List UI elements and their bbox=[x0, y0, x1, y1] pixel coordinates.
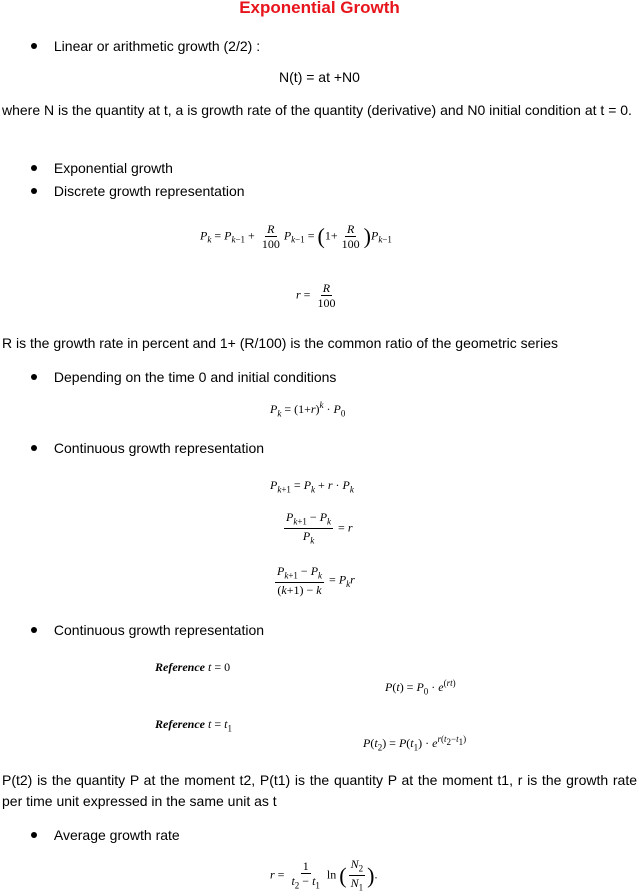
bullet-linear: Linear or arithmetic growth (2/2) : bbox=[28, 37, 260, 55]
relative-change-formula: $\frac{P_{k+1} - P_k}{P_k}$ = r bbox=[286, 510, 353, 546]
bullet-dot-icon bbox=[28, 829, 44, 841]
bullet-exponential: Exponential growth bbox=[28, 159, 173, 177]
continuous-formula-t1: $P(t_2) = P(t_1) \cdot e^{r(t_2-t_1)}$ bbox=[363, 734, 467, 753]
paragraph-linear-explain: where N is the quantity at t, a is growth rate of the quantity (derivative) and N0 initial condition at t = 0. bbox=[2, 102, 632, 118]
reference-t1-label: Reference $t = t_1$ bbox=[155, 717, 232, 734]
bullet-dot-icon bbox=[28, 371, 44, 383]
paragraph-ratio-explain: R is the growth rate in percent and 1+ (R/100) is the common ratio of the geometric series bbox=[2, 335, 558, 351]
reference-t0-label: Reference t = 0 bbox=[155, 660, 231, 674]
bullet-dot-icon bbox=[28, 442, 44, 454]
paragraph-continuous-explain: P(t2) is the quantity P at the moment t2, P(t1) is the quantity P at the moment t1, r is the growth rate per time unit expressed in the same unit as t bbox=[2, 772, 637, 809]
bullet-discrete: Discrete growth representation bbox=[28, 182, 245, 200]
bullet-continuous-2: Continuous growth representation bbox=[28, 621, 264, 639]
page-title: Exponential Growth bbox=[239, 0, 400, 17]
bullet-depending: Depending on the time 0 and initial conditions bbox=[28, 368, 336, 386]
geometric-formula: $P_k = (1+r)^k \cdot P_0$ bbox=[270, 400, 346, 419]
bullet-dot-icon bbox=[28, 162, 44, 174]
bullet-dot-icon bbox=[28, 624, 44, 636]
recurrence-formula: $P_{k+1} = P_k + r \cdot P_k$ bbox=[270, 478, 354, 495]
difference-quotient-formula: $\frac{P_{k+1} - P_k}{(k+1) - k}$ = $P_kr$ bbox=[277, 564, 355, 598]
rate-formula: r = $\frac{R}{100}$ bbox=[296, 281, 336, 310]
linear-formula: N(t) = at +N0 bbox=[279, 69, 360, 85]
bullet-dot-icon bbox=[28, 185, 44, 197]
average-rate-formula: r = $\frac{1}{t_2 - t_1}$ ln ( $\frac{N_2}{N_1}$ ). bbox=[270, 857, 378, 893]
bullet-dot-icon bbox=[28, 40, 44, 52]
bullet-average: Average growth rate bbox=[28, 826, 180, 844]
bullet-continuous-1: Continuous growth representation bbox=[28, 439, 264, 457]
discrete-formula: $P_k = P_{k-1}$ + $\frac{R}{100}$ $P_{k-1} = (1+$ $\frac{R}{100}$ )$P_{k-1}$ bbox=[200, 222, 392, 251]
continuous-formula-t0: $P(t) = P_0 \cdot e^{(rt)}$ bbox=[385, 678, 456, 697]
